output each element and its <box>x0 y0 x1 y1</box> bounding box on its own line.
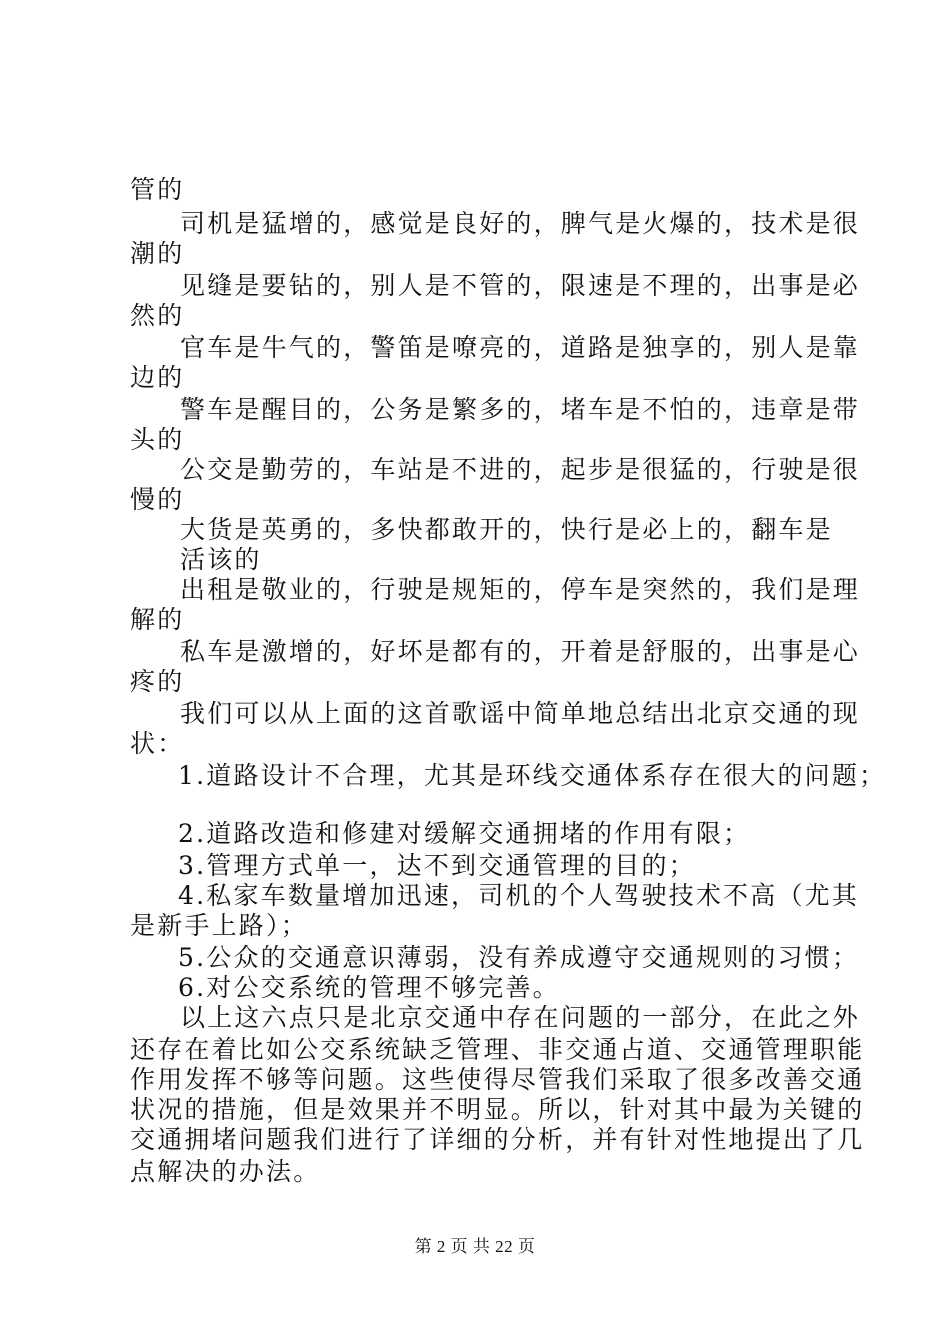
text-line: 点解决的办法。 <box>130 1157 321 1186</box>
list-item: 4.私家车数量增加迅速，司机的个人驾驶技术不高（尤其 <box>178 881 860 910</box>
text-line: 出租是敬业的，行驶是规矩的，停车是突然的，我们是理 <box>180 575 861 604</box>
text-line: 交通拥堵问题我们进行了详细的分析，并有针对性地提出了几 <box>130 1125 865 1154</box>
text-line: 大货是英勇的，多快都敢开的，快行是必上的，翻车是 <box>180 515 833 544</box>
text-line: 私车是激增的，好坏是都有的，开着是舒服的，出事是心 <box>180 637 861 666</box>
text-line: 见缝是要钻的，别人是不管的，限速是不理的，出事是必 <box>180 271 861 300</box>
text-line: 边的 <box>130 363 185 392</box>
text-line: 管的 <box>130 175 185 204</box>
text-line: 司机是猛增的，感觉是良好的，脾气是火爆的，技术是很 <box>180 209 861 238</box>
text-line: 活该的 <box>180 545 262 574</box>
list-item: 6.对公交系统的管理不够完善。 <box>178 973 560 1002</box>
page-number-footer: 第 2 页 共 22 页 <box>414 1237 536 1256</box>
text-line: 疼的 <box>130 667 185 696</box>
list-item: 5.公众的交通意识薄弱，没有养成遵守交通规则的习惯； <box>178 943 860 972</box>
text-line: 头的 <box>130 425 185 454</box>
list-item: 2.道路改造和修建对缓解交通拥堵的作用有限； <box>178 819 751 848</box>
text-line: 慢的 <box>130 485 185 514</box>
text-line: 以上这六点只是北京交通中存在问题的一部分，在此之外 <box>180 1003 861 1032</box>
text-line: 警车是醒目的，公务是繁多的，堵车是不怕的，违章是带 <box>180 395 861 424</box>
text-line: 还存在着比如公交系统缺乏管理、非交通占道、交通管理职能 <box>130 1035 865 1064</box>
text-line: 状况的措施，但是效果并不明显。所以，针对其中最为关键的 <box>130 1095 865 1124</box>
list-item: 1.道路设计不合理，尤其是环线交通体系存在很大的问题； <box>178 761 887 790</box>
text-line: 公交是勤劳的，车站是不进的，起步是很猛的，行驶是很 <box>180 455 861 484</box>
text-line: 状： <box>130 729 185 758</box>
text-line: 潮的 <box>130 239 185 268</box>
text-line: 然的 <box>130 301 185 330</box>
list-item: 3.管理方式单一，达不到交通管理的目的； <box>178 851 696 880</box>
text-line: 是新手上路）； <box>130 911 308 940</box>
text-line: 作用发挥不够等问题。这些使得尽管我们采取了很多改善交通 <box>130 1065 865 1094</box>
text-line: 我们可以从上面的这首歌谣中简单地总结出北京交通的现 <box>180 699 861 728</box>
text-line: 解的 <box>130 605 185 634</box>
text-line: 官车是牛气的，警笛是嘹亮的，道路是独享的，别人是靠 <box>180 333 861 362</box>
